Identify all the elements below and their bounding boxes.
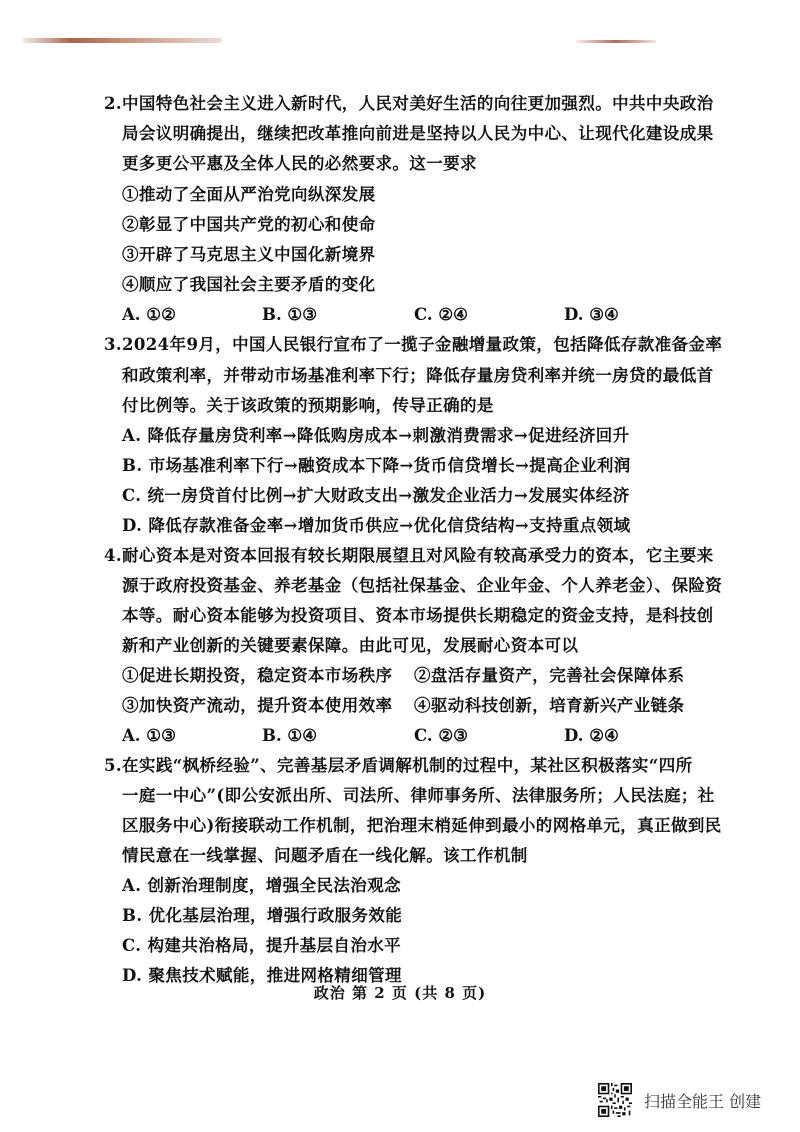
option-d: D. ②④ [564, 726, 619, 745]
question-stem-line: 一庭一中心”(即公安派出所、司法所、律师事务所、法律服务所；人民法庭；社 [122, 786, 715, 805]
option-a: A. 降低存量房贷利率→降低购房成本→刺激消费需求→促进经济回升 [122, 426, 630, 445]
page-footer: 政治 第 2 页 (共 8 页) [313, 984, 487, 1002]
option-b: B. 市场基准利率下行→融资成本下降→货币信贷增长→提高企业利润 [122, 456, 631, 475]
option-b: B. ①④ [262, 726, 318, 745]
question-stem-line: 区服务中心)衔接联动工作机制，把治理末梢延伸到最小的网格单元，真正做到民 [122, 816, 722, 835]
qr-code-icon [598, 1083, 632, 1117]
option-c: C. 统一房贷首付比例→扩大财政支出→激发企业活力→发展实体经济 [122, 486, 630, 505]
watermark-label: 扫描全能王 创建 [644, 1091, 762, 1111]
question-stem-line: 和政策利率，并带动市场基准利率下行；降低存量房贷利率并统一房贷的最低首 [122, 366, 714, 385]
option-c: C. ②④ [414, 305, 468, 324]
statement-2: ②盘活存量资产，完善社会保障体系 [414, 666, 685, 685]
question-stem-line: 源于政府投资基金、养老基金（包括社保基金、企业年金、个人养老金）、保险资 [122, 576, 723, 595]
option-d: D. ③④ [564, 305, 619, 324]
question-stem-line: 4.耐心资本是对资本回报有较长期限展望且对风险有较高承受力的资本，它主要来 [104, 546, 714, 565]
statement-3: ③开辟了马克思主义中国化新境界 [122, 245, 376, 264]
option-a: A. 创新治理制度，增强全民法治观念 [122, 876, 401, 895]
scan-artifact-right [576, 40, 656, 43]
statement-4: ④驱动科技创新，培育新兴产业链条 [414, 696, 685, 715]
scan-artifact-left [22, 38, 222, 43]
question-stem-line: 更多更公平惠及全体人民的必然要求。这一要求 [122, 154, 477, 173]
scanner-watermark [598, 1082, 761, 1118]
option-d: D. 降低存款准备金率→增加货币供应→优化信贷结构→支持重点领域 [122, 516, 631, 535]
question-stem-line: 新和产业创新的关键要素保障。由此可见，发展耐心资本可以 [122, 636, 579, 655]
option-c: C. ②③ [414, 726, 468, 745]
statement-3: ③加快资产流动，提升资本使用效率 [122, 696, 393, 715]
question-stem-line: 2.中国特色社会主义进入新时代，人民对美好生活的向往更加强烈。中共中央政治 [104, 94, 714, 113]
option-b: B. 优化基层治理，增强行政服务效能 [122, 906, 403, 925]
statement-1: ①推动了全面从严治党向纵深发展 [122, 185, 376, 204]
statement-2: ②彰显了中国共产党的初心和使命 [122, 215, 376, 234]
question-stem-line: 局会议明确提出，继续把改革推向前进是坚持以人民为中心、让现代化建设成果 [122, 124, 714, 143]
question-stem-line: 付比例等。关于该政策的预期影响，传导正确的是 [122, 396, 494, 415]
statement-1: ①促进长期投资，稳定资本市场秩序 [122, 666, 393, 685]
question-stem-line: 情民意在一线掌握、问题矛盾在一线化解。该工作机制 [122, 846, 528, 865]
statement-4: ④顺应了我国社会主要矛盾的变化 [122, 275, 376, 294]
option-c: C. 构建共治格局，提升基层自治水平 [122, 936, 402, 955]
option-d: D. 聚焦技术赋能，推进网格精细管理 [122, 966, 402, 985]
option-b: B. ①③ [262, 305, 318, 324]
option-a: A. ①② [122, 305, 176, 324]
question-stem-line: 3.2024年9月，中国人民银行宣布了一揽子金融增量政策，包括降低存款准备金率 [104, 335, 723, 354]
question-stem-line: 5.在实践“枫桥经验”、完善基层矛盾调解机制的过程中，某社区积极落实“四所 [104, 756, 693, 775]
question-stem-line: 本等。耐心资本能够为投资项目、资本市场提供长期稳定的资金支持，是科技创 [122, 606, 714, 625]
option-a: A. ①③ [122, 726, 176, 745]
